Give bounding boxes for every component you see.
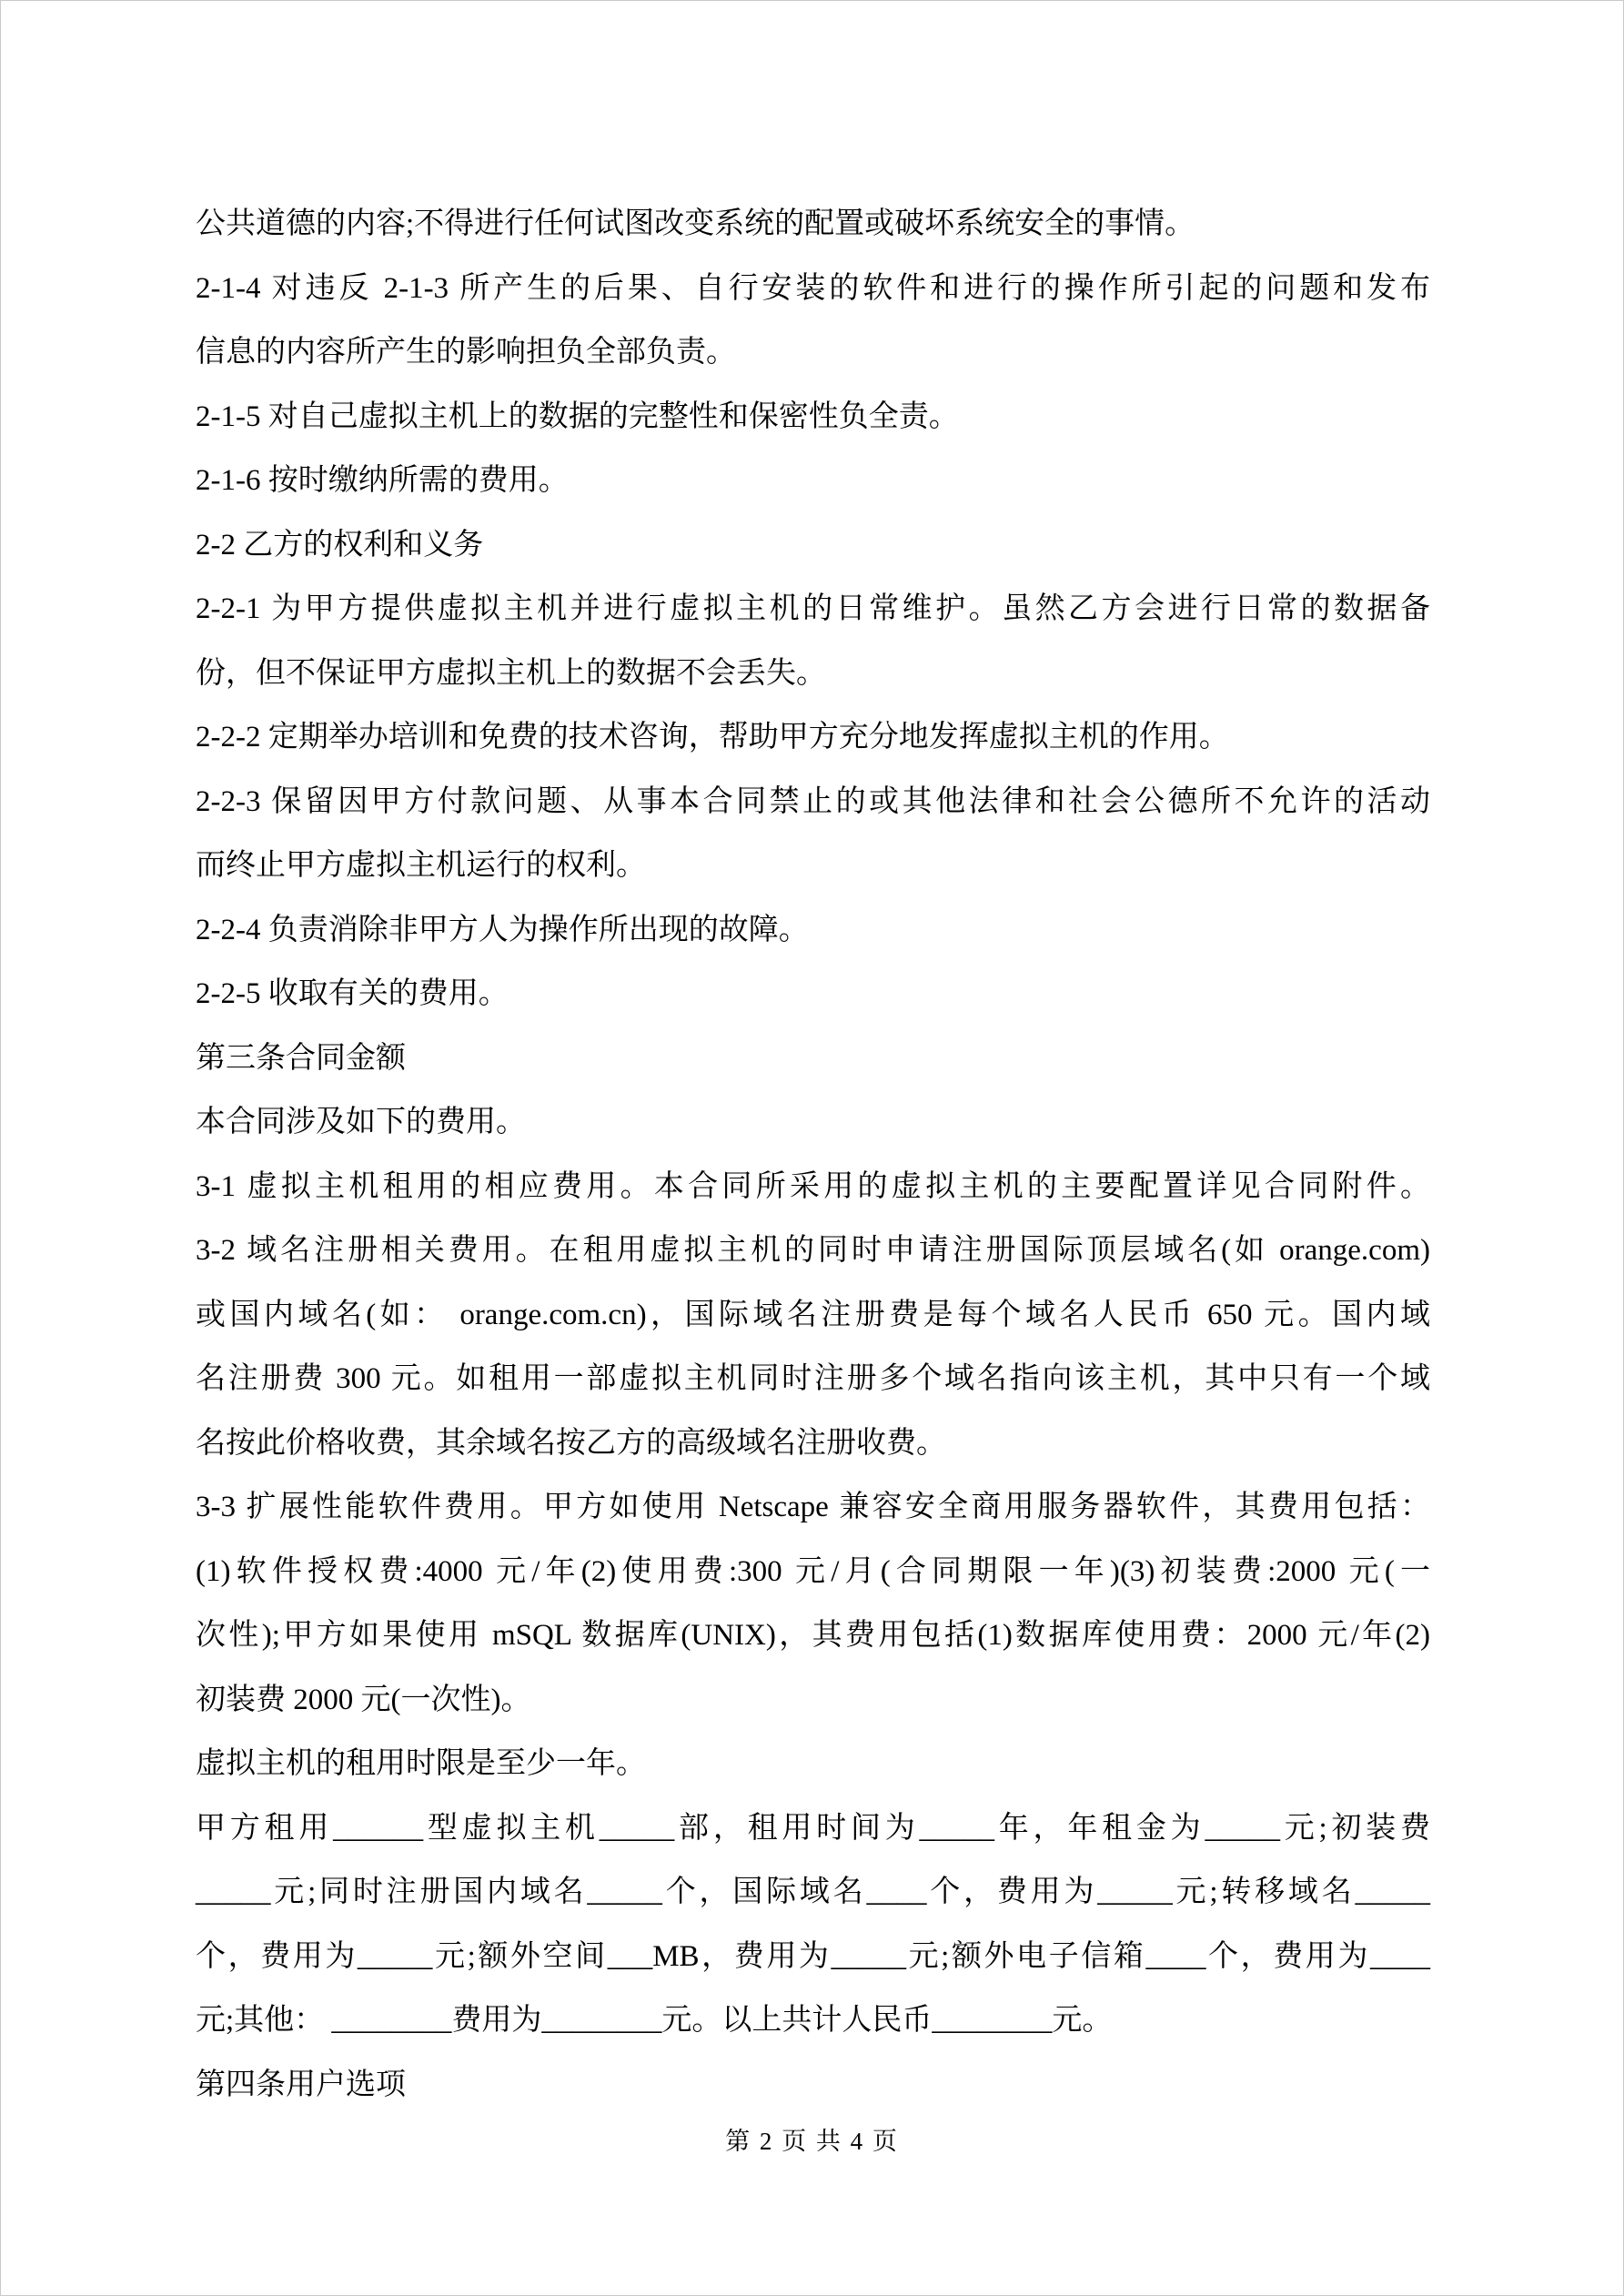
- text-line: (1)软件授权费:4000 元/年(2)使用费:300 元/月(合同期限一年)(3)初装费:2000 元(一: [196, 1554, 1430, 1588]
- text-line: 元;其他： ________费用为________元。以上共计人民币________元。: [196, 2004, 1113, 2037]
- text-line: 第三条合同金额: [196, 1041, 406, 1075]
- text-line: 名注册费 300 元。如租用一部虚拟主机同时注册多个域名指向该主机，其中只有一个域: [196, 1362, 1430, 1395]
- text-line: 份，但不保证甲方虚拟主机上的数据不会丢失。: [196, 656, 826, 690]
- text-line: 2-2-1 为甲方提供虚拟主机并进行虚拟主机的日常维护。虽然乙方会进行日常的数据备: [196, 592, 1430, 625]
- text-line: 个，费用为_____元;额外空间___MB，费用为_____元;额外电子信箱____个，费用为____: [196, 1939, 1430, 1973]
- text-line: 本合同涉及如下的费用。: [196, 1106, 526, 1138]
- text-line: 3-1 虚拟主机租用的相应费用。本合同所采用的虚拟主机的主要配置详见合同附件。: [196, 1169, 1430, 1203]
- text-line: 或国内域名(如： orange.com.cn)，国际域名注册费是每个域名人民币 650 元。国内域: [196, 1298, 1430, 1331]
- page-footer: 第 2 页 共 4 页: [725, 2128, 899, 2155]
- text-line: 3-2 域名注册相关费用。在租用虚拟主机的同时申请注册国际顶层域名(如 orange.com): [196, 1234, 1430, 1267]
- text-line: _____元;同时注册国内域名_____个，国际域名____个，费用为_____元;转移域名_____: [196, 1876, 1430, 1908]
- text-line: 2-1-5 对自己虚拟主机上的数据的完整性和保密性负全责。: [196, 400, 959, 433]
- text-line: 次性);甲方如果使用 mSQL 数据库(UNIX)，其费用包括(1)数据库使用费：2000 元/年(2): [196, 1619, 1430, 1652]
- text-line: 2-2-3 保留因甲方付款问题、从事本合同禁止的或其他法律和社会公德所不允许的活动: [196, 784, 1430, 818]
- text-line: 公共道德的内容;不得进行任何试图改变系统的配置或破坏系统安全的事情。: [196, 207, 1195, 240]
- text-line: 名按此价格收费，其余域名按乙方的高级域名注册收费。: [196, 1426, 946, 1460]
- text-line: 2-2-2 定期举办培训和免费的技术咨询，帮助甲方充分地发挥虚拟主机的作用。: [196, 721, 1229, 754]
- text-line: 3-3 扩展性能软件费用。甲方如使用 Netscape 兼容安全商用服务器软件，其费用包括：: [196, 1491, 1430, 1523]
- text-line: 2-2 乙方的权利和义务: [196, 528, 484, 561]
- text-line: 2-2-4 负责消除非甲方人为操作所出现的故障。: [196, 913, 809, 946]
- text-line: 2-1-6 按时缴纳所需的费用。: [196, 464, 569, 497]
- text-line: 甲方租用______型虚拟主机_____部，租用时间为_____年，年租金为_____元;初装费: [196, 1811, 1430, 1845]
- text-line: 而终止甲方虚拟主机运行的权利。: [196, 849, 646, 882]
- text-line: 虚拟主机的租用时限是至少一年。: [196, 1747, 646, 1780]
- text-line: 2-1-4 对违反 2-1-3 所产生的后果、自行安装的软件和进行的操作所引起的问题和发布: [196, 271, 1430, 305]
- text-line: 信息的内容所产生的影响担负全部负责。: [196, 336, 736, 369]
- text-line: 2-2-5 收取有关的费用。: [196, 977, 509, 1010]
- text-line: 第四条用户选项: [196, 2068, 406, 2101]
- text-line: 初装费 2000 元(一次性)。: [196, 1683, 531, 1716]
- document-body: [196, 192, 1430, 2117]
